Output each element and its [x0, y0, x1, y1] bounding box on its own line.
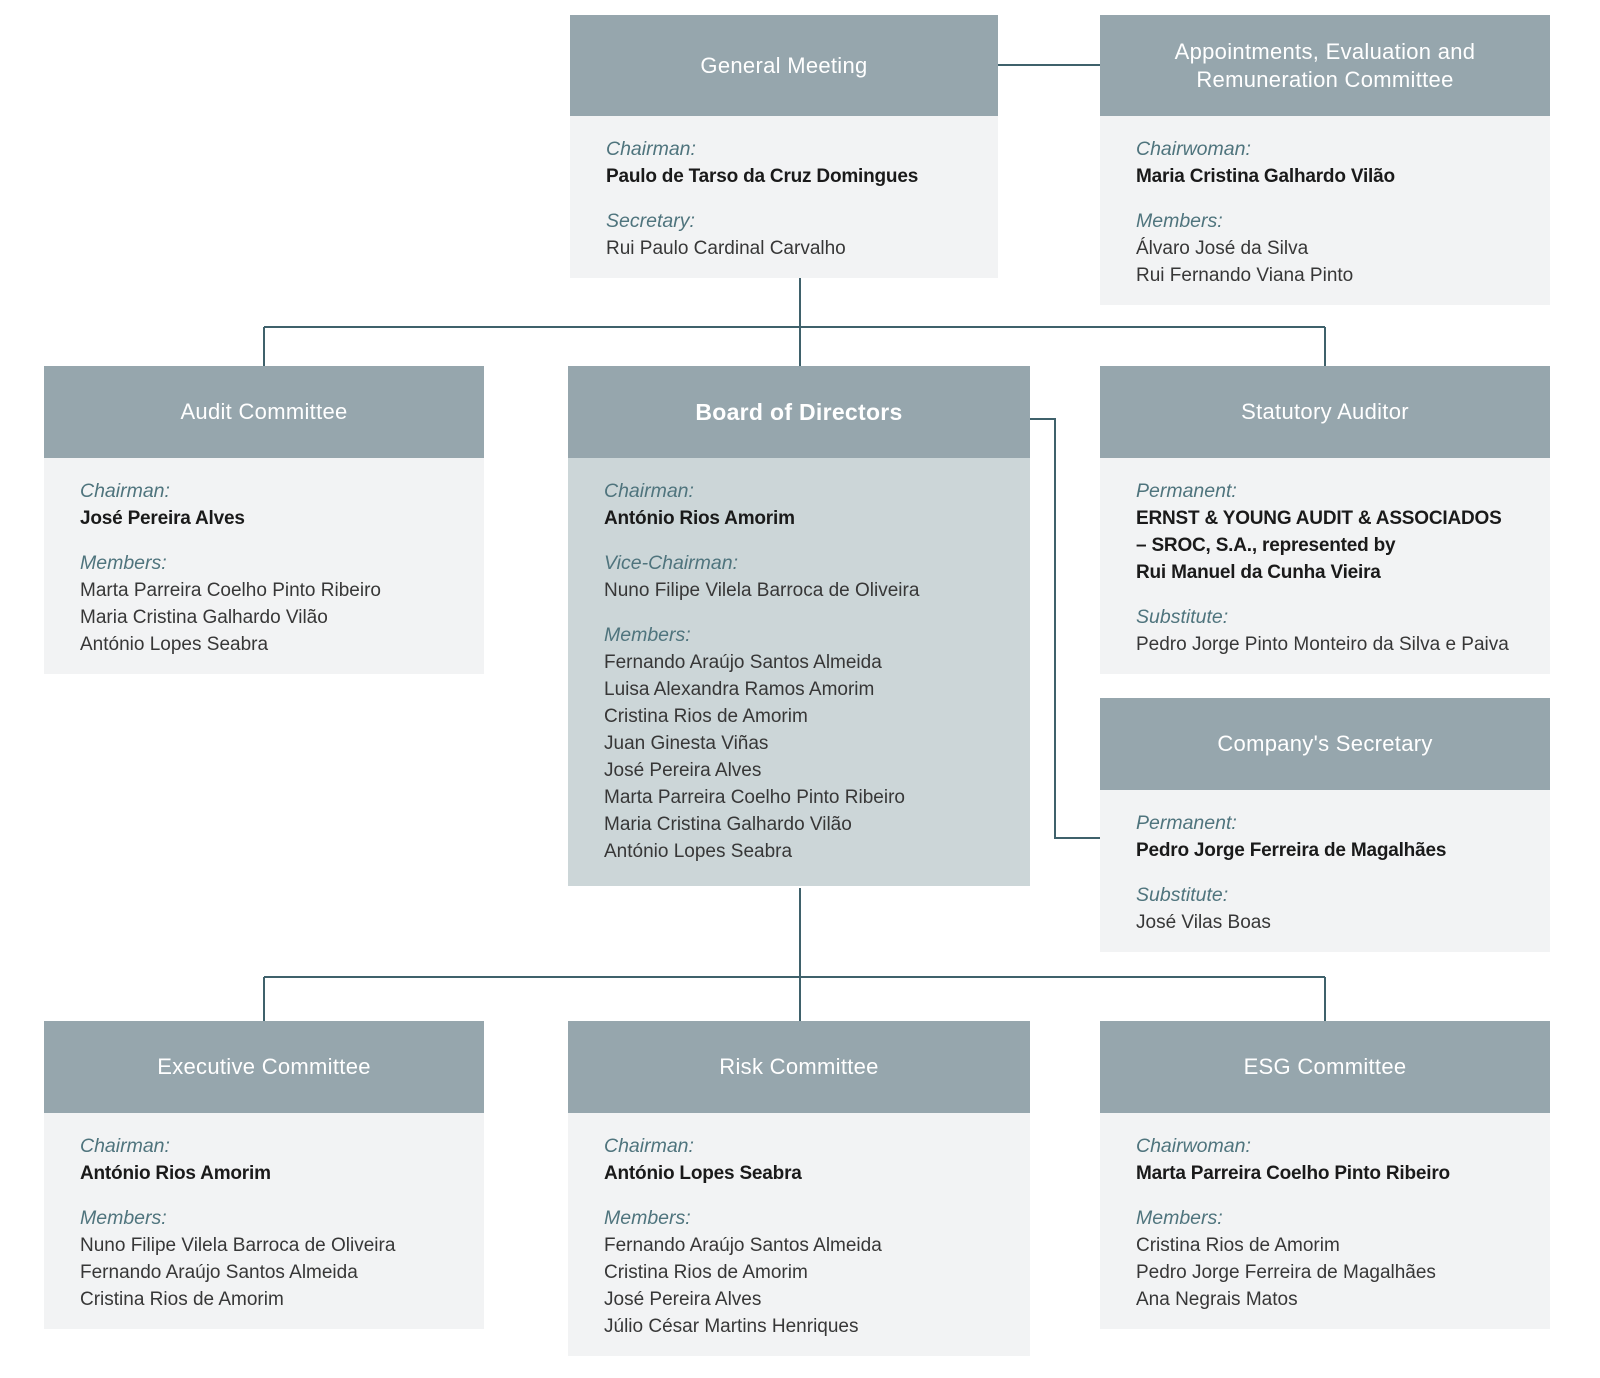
person-name: Juan Ginesta Viñas [604, 733, 769, 754]
board-of-directors-body [568, 458, 1030, 886]
role-label: Permanent: [1136, 812, 1237, 834]
person-name: Fernando Araújo Santos Almeida [80, 1262, 358, 1283]
role-label: Members: [604, 624, 691, 646]
role-label: Chairwoman: [1136, 1135, 1251, 1157]
general-meeting-header [570, 15, 998, 116]
person-name: Júlio César Martins Henriques [604, 1316, 859, 1337]
risk-committee-header [568, 1021, 1030, 1113]
person-name: Marta Parreira Coelho Pinto Ribeiro [604, 787, 905, 808]
role-label: Members: [604, 1207, 691, 1229]
box-title: ESG Committee [1243, 1054, 1407, 1079]
person-name: Fernando Araújo Santos Almeida [604, 1235, 882, 1256]
role-section [606, 136, 962, 190]
box-title: Board of Directors [695, 399, 903, 425]
audit-committee-body [44, 458, 484, 674]
person-name: – SROC, S.A., represented by [1136, 535, 1396, 556]
person-name: Pedro Jorge Pinto Monteiro da Silva e Paiva [1136, 634, 1509, 655]
person-name: Nuno Filipe Vilela Barroca de Oliveira [604, 580, 920, 601]
person-name: José Vilas Boas [1136, 912, 1271, 933]
person-name: António Lopes Seabra [604, 1163, 802, 1184]
esg-committee-box [1100, 1021, 1550, 1329]
board-of-directors-header [568, 366, 1030, 458]
audit-committee-header [44, 366, 484, 458]
person-name: Cristina Rios de Amorim [80, 1289, 284, 1310]
role-label: Members: [1136, 1207, 1223, 1229]
executive-committee-box [44, 1021, 484, 1329]
role-label: Chairwoman: [1136, 138, 1251, 160]
role-section [80, 1133, 448, 1187]
role-label: Chairman: [606, 138, 696, 160]
person-name: Paulo de Tarso da Cruz Domingues [606, 166, 919, 187]
person-name: Pedro Jorge Ferreira de Magalhães [1136, 1262, 1436, 1283]
esg-committee-header [1100, 1021, 1550, 1113]
person-name: Maria Cristina Galhardo Vilão [604, 814, 852, 835]
box-title: Company's Secretary [1217, 731, 1433, 756]
role-section [604, 622, 994, 865]
statutory-auditor-header [1100, 366, 1550, 458]
person-name: Maria Cristina Galhardo Vilão [80, 607, 328, 628]
box-title: Executive Committee [157, 1054, 371, 1079]
person-name: António Rios Amorim [604, 508, 795, 529]
company-secretary-body [1100, 790, 1550, 952]
role-section [1136, 478, 1514, 586]
person-name: António Lopes Seabra [80, 634, 269, 655]
person-name: Rui Paulo Cardinal Carvalho [606, 238, 846, 259]
role-section [1136, 1133, 1514, 1187]
role-label: Secretary: [606, 210, 695, 232]
risk-committee-body [568, 1113, 1030, 1356]
board-of-directors-box [568, 366, 1030, 886]
risk-committee-box [568, 1021, 1030, 1356]
esg-committee-body [1100, 1113, 1550, 1329]
appointments-committee-body [1100, 116, 1550, 305]
person-name: Álvaro José da Silva [1136, 238, 1309, 259]
role-section [1136, 882, 1514, 936]
person-name: Cristina Rios de Amorim [1136, 1235, 1340, 1256]
role-label: Substitute: [1136, 884, 1229, 906]
person-name: José Pereira Alves [604, 1289, 762, 1310]
role-label: Chairman: [604, 480, 694, 502]
role-section [1136, 604, 1514, 658]
person-name: Fernando Araújo Santos Almeida [604, 652, 882, 673]
role-label: Chairman: [604, 1135, 694, 1157]
role-section [604, 1133, 994, 1187]
person-name: Maria Cristina Galhardo Vilão [1136, 166, 1395, 187]
company-secretary-header [1100, 698, 1550, 790]
role-section [1136, 1205, 1514, 1313]
role-section [1136, 136, 1514, 190]
box-title: General Meeting [700, 52, 868, 78]
person-name: Pedro Jorge Ferreira de Magalhães [1136, 840, 1447, 861]
box-title: Risk Committee [719, 1054, 879, 1079]
connector-board-company-secretary [1030, 419, 1100, 838]
company-secretary-box [1100, 698, 1550, 952]
appointments-committee-box [1100, 15, 1550, 305]
person-name: José Pereira Alves [604, 760, 762, 781]
person-name: Rui Fernando Viana Pinto [1136, 265, 1354, 286]
role-section [604, 1205, 994, 1340]
appointments-committee-header [1100, 15, 1550, 116]
role-label: Substitute: [1136, 606, 1229, 628]
executive-committee-header [44, 1021, 484, 1113]
role-label: Vice-Chairman: [604, 552, 739, 574]
person-name: Nuno Filipe Vilela Barroca de Oliveira [80, 1235, 396, 1256]
role-label: Members: [80, 552, 167, 574]
role-section [606, 208, 962, 262]
role-label: Chairman: [80, 1135, 170, 1157]
role-label: Members: [1136, 210, 1223, 232]
box-title: Statutory Auditor [1241, 399, 1409, 424]
box-title: Audit Committee [180, 399, 348, 424]
audit-committee-box [44, 366, 484, 674]
person-name: Marta Parreira Coelho Pinto Ribeiro [1136, 1163, 1450, 1184]
role-label: Members: [80, 1207, 167, 1229]
person-name: Marta Parreira Coelho Pinto Ribeiro [80, 580, 381, 601]
person-name: Rui Manuel da Cunha Vieira [1136, 562, 1381, 583]
role-section [80, 1205, 448, 1313]
role-section [604, 550, 994, 604]
role-label: Chairman: [80, 480, 170, 502]
role-section [80, 478, 448, 532]
person-name: ERNST & YOUNG AUDIT & ASSOCIADOS [1136, 508, 1502, 529]
role-section [1136, 208, 1514, 289]
statutory-auditor-box [1100, 366, 1550, 674]
general-meeting-body [570, 116, 998, 278]
person-name: António Lopes Seabra [604, 841, 793, 862]
box-title: Appointments, Evaluation and Remuneration Committee [1174, 38, 1476, 92]
general-meeting-box [570, 15, 998, 278]
role-label: Permanent: [1136, 480, 1237, 502]
executive-committee-body [44, 1113, 484, 1329]
role-section [604, 478, 994, 532]
role-section [1136, 810, 1514, 864]
person-name: Ana Negrais Matos [1136, 1289, 1298, 1310]
person-name: Cristina Rios de Amorim [604, 706, 808, 727]
person-name: António Rios Amorim [80, 1163, 271, 1184]
role-section [80, 550, 448, 658]
statutory-auditor-body [1100, 458, 1550, 674]
person-name: Luisa Alexandra Ramos Amorim [604, 679, 875, 700]
person-name: Cristina Rios de Amorim [604, 1262, 808, 1283]
person-name: José Pereira Alves [80, 508, 245, 529]
